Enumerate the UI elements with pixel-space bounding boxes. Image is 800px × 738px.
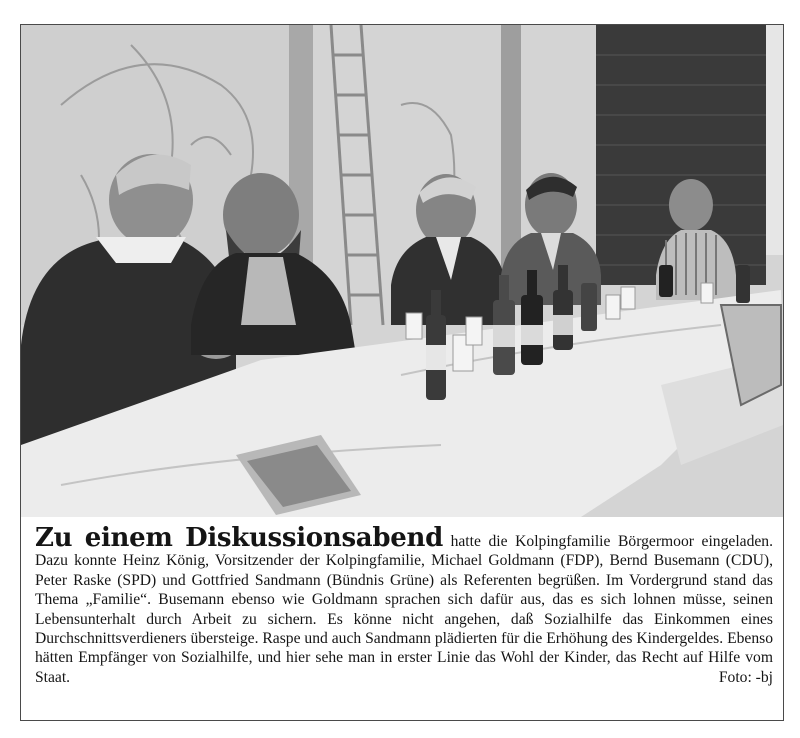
photo-caption	[35, 525, 773, 715]
newspaper-clipping	[20, 24, 784, 721]
press-photo	[21, 25, 783, 517]
caption-body: hatte die Kolpingfamilie Börgermoor eingeladen. Dazu konnte Heinz König, Vorsitzender der Kolpingfamilie, Michael Goldmann (FDP), Bernd Busemann (CDU), Peter Raske (SPD) und Gottfried Sandmann (Bündnis Grüne) als Referenten begrüßen. Im Vordergrund stand das Thema „Familie“. Busemann ebenso wie Goldmann sprachen sich dafür aus, das es sich lohnen müsse, seinen Lebensunterhalt durch Arbeit zu sichern. Es könne nicht angehen, daß Sozialhilfe das Einkommen eines Durchschnittsverdieners übersteige. Raspe und auch Sandmann plädierten für die Erhöhung des Kindergeldes. Ebenso hätten Empfänger von Sozialhilfe, und hier sehe man in erster Linie das Wohl der Kinder, das Recht auf Hilfe vom Staat.	[35, 533, 773, 686]
caption-headline: Zu einem Diskussionsabend	[35, 523, 443, 553]
photo-credit: Foto: -bj	[718, 669, 773, 687]
